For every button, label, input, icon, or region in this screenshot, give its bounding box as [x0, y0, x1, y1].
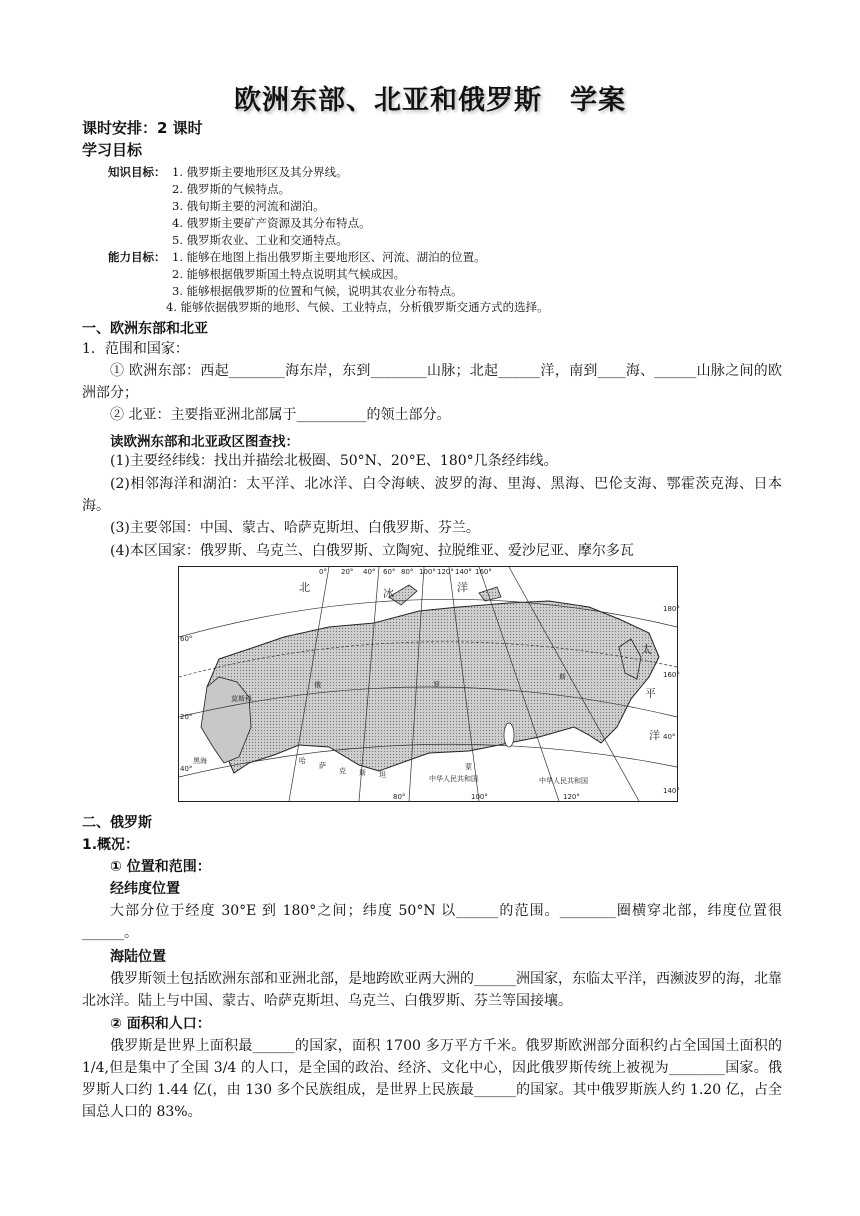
country-label: 哈 [299, 757, 306, 765]
s2-paragraph-sealand: 俄罗斯领土包括欧洲东部和亚洲北部，是地跨欧亚两大洲的______洲国家，东临太平洋，西濒波罗的海，北靠北冰洋。陆上与中国、蒙古、哈萨克斯坦、乌克兰、白俄罗斯、芬兰等国接壤。 [82, 971, 782, 1009]
knowledge-item: 3. 俄旬斯主要的河流和湖泊。 [172, 199, 325, 213]
city-label: 莫斯科 [231, 695, 252, 703]
ability-item: 1. 能够在地图上指出俄罗斯主要地形区、河流、湖泊的位置。 [172, 250, 486, 264]
knowledge-item: 1. 俄罗斯主要地形区及其分界线。 [172, 165, 348, 179]
lon-label: 100° [419, 568, 436, 576]
section-heading-1: 一、欧洲东部和北亚 [82, 321, 208, 337]
country-label: 中华人民共和国 [429, 775, 478, 783]
s2-paragraph-lonlat: 大部分位于经度 30°E 到 180°之间；纬度 50°N 以______的范围。________圈横穿北部，纬度位置很______。 [82, 903, 782, 941]
lat-label: 40° [180, 765, 193, 773]
lon-label: 80° [401, 568, 414, 576]
lon-label: 20° [341, 568, 354, 576]
lat-label: 140° [663, 787, 680, 795]
knowledge-item: 4. 俄罗斯主要矿产资源及其分布特点。 [172, 216, 371, 230]
knowledge-item: 2. 俄罗斯的气候特点。 [172, 182, 291, 196]
s1-paragraph-east-europe: ① 欧洲东部：西起________海东岸，东到________山脉；北起______洋，南到____海、______山脉之间的欧洲部分； [82, 363, 782, 401]
country-label: 中华人民共和国 [539, 777, 588, 785]
country-label: 坦 [379, 771, 386, 779]
lon-label: 120° [563, 793, 580, 801]
lat-label: 160° [663, 671, 680, 679]
baikal-lake [504, 723, 514, 747]
ability-item: 4. 能够依据俄罗斯的地形、气候、工业特点，分析俄罗斯交通方式的选择。 [166, 300, 549, 314]
s1-paragraph-north-asia: ② 北亚：主要指亚洲北部属于__________的领土部分。 [110, 407, 451, 423]
page-title: 欧洲东部、北亚和俄罗斯 学案 [234, 85, 626, 116]
ocean-label: 洋 [649, 729, 660, 742]
schedule-line: 课时安排：2 课时 [82, 119, 203, 137]
lat-label: 180° [663, 605, 680, 613]
knowledge-item: 5. 俄罗斯农业、工业和交通特点。 [172, 233, 348, 247]
s2-paragraph-area: 俄罗斯是世界上面积最______的国家，面积 1700 多万平方千米。俄罗斯欧洲部分面积约占全国国土面积的 1/4,但是集中了全国 3/4 的人口，是全国的政治、经济、文化中心，因此俄罗斯传统上被视为________国家。俄罗斯人口约 1.44 亿(，由 130 多个民族组成，是世界上民族最______的国家。其中俄罗斯族人约 1.20 亿，占全国总人口的 83%。 [82, 1038, 782, 1120]
s1-question-2: (2)相邻海洋和湖泊：太平洋、北冰洋、白令海峡、波罗的海、里海、黑海、巴伦支海、鄂霍茨克海、日本海。 [82, 476, 782, 514]
lon-label: 0° [319, 568, 327, 576]
s1-question-3: (3)主要邻国：中国、蒙古、哈萨克斯坦、白俄罗斯、芬兰。 [110, 520, 480, 536]
s2-sub-heading-position: ① 位置和范围： [110, 859, 211, 875]
sea-label: 黑海 [193, 757, 207, 765]
lat-label: 40° [663, 733, 676, 741]
country-label: 蒙 [465, 763, 472, 771]
ocean-label: 洋 [457, 581, 468, 594]
lon-label: 140° [455, 568, 472, 576]
s1-read-prompt: 读欧洲东部和北亚政区图查找： [110, 434, 299, 450]
s2-sealand-heading: 海陆位置 [110, 949, 166, 965]
goals-heading: 学习目标 [82, 141, 143, 159]
knowledge-label: 知识目标： [108, 165, 166, 179]
ability-item: 3. 能够根据俄罗斯的位置和气候，说明其农业分布特点。 [172, 284, 463, 298]
s1-item-heading: 1．范围和国家： [82, 341, 189, 357]
ocean-label: 冰 [383, 587, 394, 600]
ability-label: 能力目标： [108, 250, 166, 264]
ability-item: 2. 能够根据俄罗斯国土特点说明其气候成因。 [172, 267, 406, 281]
country-label: 俄 [314, 681, 321, 689]
country-label: 克 [339, 767, 346, 775]
lon-label: 80° [393, 793, 406, 801]
lat-label: 60° [180, 635, 193, 643]
country-label: 斯 [359, 769, 366, 777]
s2-sub-heading-area: ② 面积和人口： [110, 1016, 211, 1032]
section-heading-2: 二、俄罗斯 [82, 815, 152, 831]
lat-label: 20° [180, 713, 193, 721]
ocean-label: 平 [645, 687, 656, 700]
lon-label: 60° [383, 568, 396, 576]
lon-label: 160° [475, 568, 492, 576]
country-label: 萨 [319, 762, 326, 770]
s1-question-4: (4)本区国家：俄罗斯、乌克兰、白俄罗斯、立陶宛、拉脱维亚、爱沙尼亚、摩尔多瓦 [110, 543, 634, 559]
lon-label: 100° [471, 793, 488, 801]
s2-lonlat-heading: 经纬度位置 [110, 881, 180, 897]
s1-question-1: (1)主要经纬线：找出并描绘北极圈、50°N、20°E、180°几条经纬线。 [110, 453, 558, 469]
map-svg [179, 567, 680, 801]
lon-label: 40° [363, 568, 376, 576]
country-label: 斯 [559, 673, 566, 681]
arctic-islands [389, 585, 501, 605]
country-label: 罗 [433, 681, 440, 689]
lon-label: 120° [437, 568, 454, 576]
s2-item-heading: 1.概况： [82, 837, 140, 853]
ocean-label: 北 [299, 581, 310, 594]
russia-political-map [178, 566, 678, 802]
ocean-label: 太 [641, 643, 652, 656]
